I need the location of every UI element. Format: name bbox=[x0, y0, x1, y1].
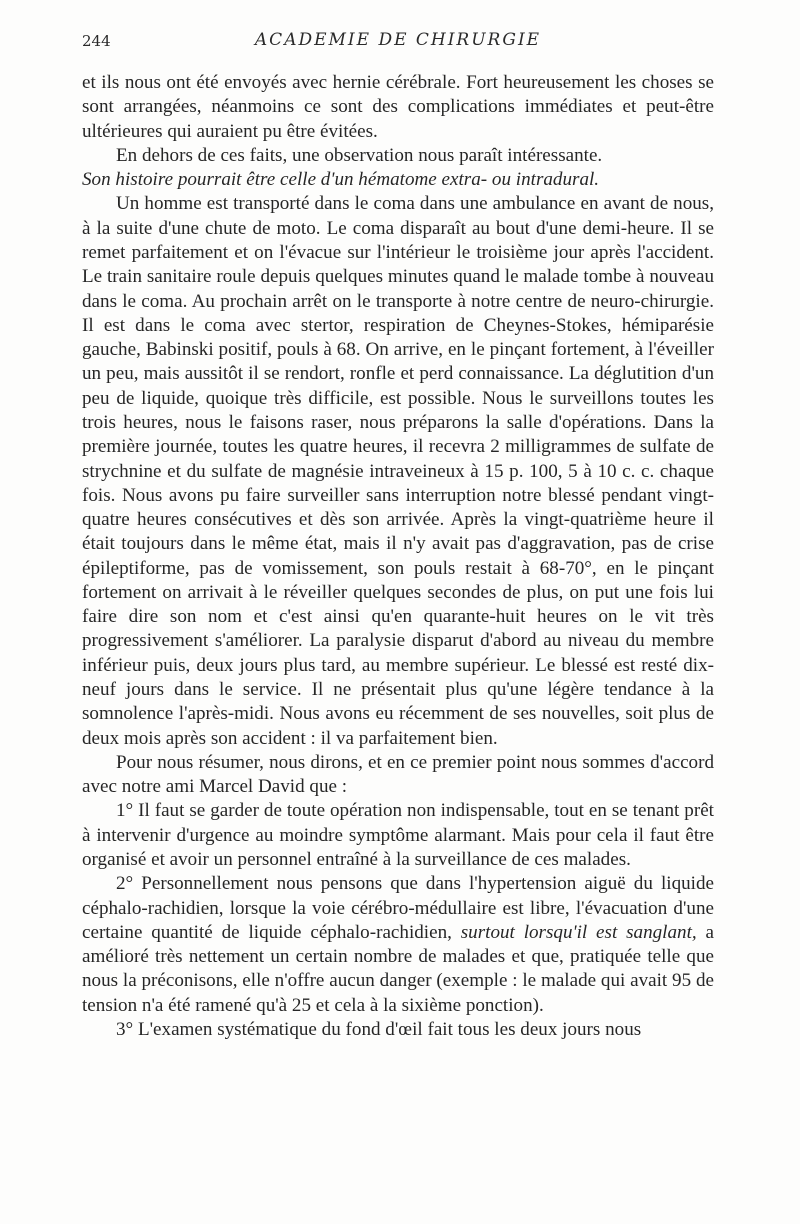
paragraph-point-3: 3° L'examen systématique du fond d'œil fait tous les deux jours nous bbox=[116, 1018, 642, 1040]
point-2-italic: surtout lorsqu'il est sanglant, bbox=[460, 921, 697, 943]
paragraph-italic-hypothesis: Son histoire pourrait être celle d'un hématome extra- ou intradural. bbox=[82, 169, 600, 191]
point-2-end: a amélioré très nettement un certain nombre de malades et que, pratiquée telle que nous la préconisons, elle n'offre aucun danger (exemple : le malade qui avait 95 de tension n'a été ramené qu'à 25 et cela à la sixième ponction). bbox=[82, 921, 714, 1016]
page-header bbox=[82, 30, 714, 54]
body-text bbox=[82, 71, 714, 1042]
page-number: 244 bbox=[82, 32, 111, 50]
point-2-start: 2° Personnellement nous pensons que dans l'hypertension aiguë du liquide céphalo-rachidien, lorsque la voie cérébro-médullaire est libre, l'évacuation d'une certaine quantité de liquide céphalo-rachidien, bbox=[82, 873, 714, 943]
paragraph-observation-intro: En dehors de ces faits, une observation nous paraît intéressante. bbox=[116, 144, 603, 166]
paragraph-summary-intro: Pour nous résumer, nous dirons, et en ce premier point nous sommes d'accord avec notre ami Marcel David que : bbox=[82, 751, 714, 798]
paragraph-case-report: Un homme est transporté dans le coma dans une ambulance en avant de nous, à la suite d'une chute de moto. Le coma disparaît au bout d'une demi-heure. Il se remet parfaitement et on l'évacue sur l'intérieur le troisième jour après l'accident. Le train sanitaire roule depuis quelques minutes quand le malade tombe à nouveau dans le coma. Au prochain arrêt on le transporte à notre centre de neuro-chirurgie. Il est dans le coma avec stertor, respiration de Cheynes-Stokes, hémiparésie gauche, Babinski positif, pouls à 68. On arrive, en le pinçant fortement, à l'éveiller un peu, mais aussitôt il se rendort, ronfle et perd connaissance. La déglutition d'un peu de liquide, quoique très difficile, est possible. Nous le surveillons toutes les trois heures, nous le faisons raser, nous préparons la salle d'opérations. Dans la première journée, toutes les quatre heures, il recevra 2 milligrammes de sulfate de strychnine et du sulfate de magnésie intraveineux à 15 p. 100, 5 à 10 c. c. chaque fois. Nous avons pu faire surveiller sans interruption notre blessé pendant vingt-quatre heures consécutives et dès son arrivée. Après la vingt-quatrième heure il était toujours dans le même état, mais il n'y avait pas d'aggravation, pas de crise épileptiforme, pas de vomissement, son pouls restait à 68-70°, en le pinçant fortement on arrivait à le réveiller quelques secondes de plus, on put une fois lui faire dire son nom et c'est ainsi qu'en quarante-huit heures on le vit très progressivement s'améliorer. La paralysie disparut d'abord au niveau du membre inférieur puis, deux jours plus tard, au membre supérieur. Le blessé est resté dix-neuf jours dans le service. Il ne présentait plus qu'une légère tendance à la somnolence l'après-midi. Nous avons eu récemment de ses nouvelles, soit plus de deux mois après son accident : il va parfaitement bien. bbox=[82, 193, 714, 749]
running-title: ACADEMIE DE CHIRURGIE bbox=[254, 30, 542, 50]
paragraph-continuation: et ils nous ont été envoyés avec hernie cérébrale. Fort heureusement les choses se sont arrangées, néanmoins ce sont des complications immédiates et peut-être ultérieures qui auraient pu être évitées. bbox=[82, 72, 714, 142]
paragraph-point-1: 1° Il faut se garder de toute opération non indispensable, tout en se tenant prêt à intervenir d'urgence au moindre symptôme alarmant. Mais pour cela il faut être organisé et avoir un personnel entraîné à la surveillance de ces malades. bbox=[82, 800, 714, 870]
paragraph-point-2 bbox=[82, 872, 714, 1018]
